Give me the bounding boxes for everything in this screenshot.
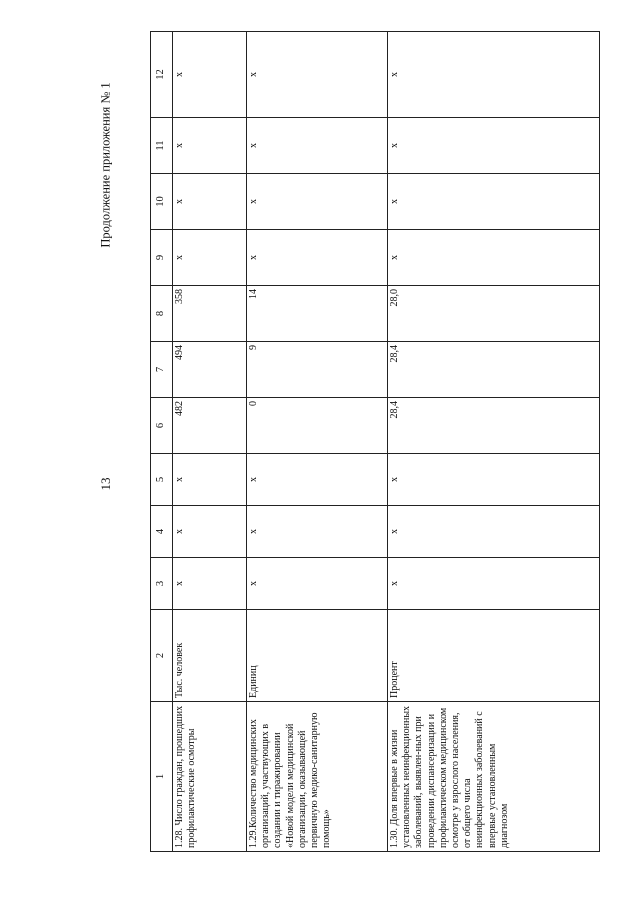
value-cell: х (247, 558, 388, 610)
col-header: 3 (151, 558, 173, 610)
unit-cell: Тыс. человек (173, 610, 247, 702)
value-cell: х (173, 174, 247, 230)
value-cell: х (388, 118, 600, 174)
value-cell: х (173, 558, 247, 610)
value-cell: 28,0 (388, 286, 600, 342)
value-cell: х (388, 32, 600, 118)
rotated-table-container (150, 32, 600, 852)
col-header: 10 (151, 174, 173, 230)
table-row (247, 32, 388, 852)
col-header: 1 (151, 702, 173, 852)
indicator-name: 1.29.Количество медицинских организаций, участвующих в создании и тиражировании «Новой модели медицинской организации, оказывающей первичную медико-санитарную помощь» (247, 702, 388, 852)
indicator-name: 1.28. Число граждан, прошедших профилактические осмотры (173, 702, 247, 852)
indicator-name: 1.30. Доля впервые в жизни установленных неинфекционных заболеваний, выявлен-ных при проведении диспансеризации и профилактическом медицинском осмотре у взрослого населения, от общего числа неинфекционных заболеваний с впервые установленным диагнозом (388, 702, 600, 852)
value-cell: 9 (247, 342, 388, 398)
value-cell: х (247, 230, 388, 286)
col-header: 8 (151, 286, 173, 342)
col-header: 6 (151, 398, 173, 454)
col-header: 2 (151, 610, 173, 702)
value-cell: 14 (247, 286, 388, 342)
value-cell: 494 (173, 342, 247, 398)
unit-cell: Процент (388, 610, 600, 702)
col-header: 12 (151, 32, 173, 118)
appendix-label: Продолжение приложения № 1 (98, 82, 113, 248)
value-cell: х (388, 506, 600, 558)
value-cell: х (173, 454, 247, 506)
page-number: 13 (98, 477, 113, 491)
value-cell: 0 (247, 398, 388, 454)
value-cell: х (388, 558, 600, 610)
unit-cell: Единиц (247, 610, 388, 702)
col-header: 4 (151, 506, 173, 558)
column-number-row (151, 32, 173, 852)
value-cell: х (173, 32, 247, 118)
value-cell: х (173, 118, 247, 174)
value-cell: х (247, 118, 388, 174)
value-cell: х (247, 174, 388, 230)
col-header: 7 (151, 342, 173, 398)
value-cell: х (173, 506, 247, 558)
col-header: 11 (151, 118, 173, 174)
table-region (150, 32, 600, 852)
value-cell: х (247, 454, 388, 506)
value-cell: 482 (173, 398, 247, 454)
table-row (388, 32, 600, 852)
value-cell: х (247, 506, 388, 558)
value-cell: х (388, 230, 600, 286)
value-cell: 358 (173, 286, 247, 342)
value-cell: х (388, 174, 600, 230)
value-cell: х (388, 454, 600, 506)
col-header: 9 (151, 230, 173, 286)
value-cell: 28,4 (388, 398, 600, 454)
value-cell: 28,4 (388, 342, 600, 398)
indicators-table (150, 31, 600, 852)
table-row (173, 32, 247, 852)
value-cell: х (247, 32, 388, 118)
value-cell: х (173, 230, 247, 286)
col-header: 5 (151, 454, 173, 506)
